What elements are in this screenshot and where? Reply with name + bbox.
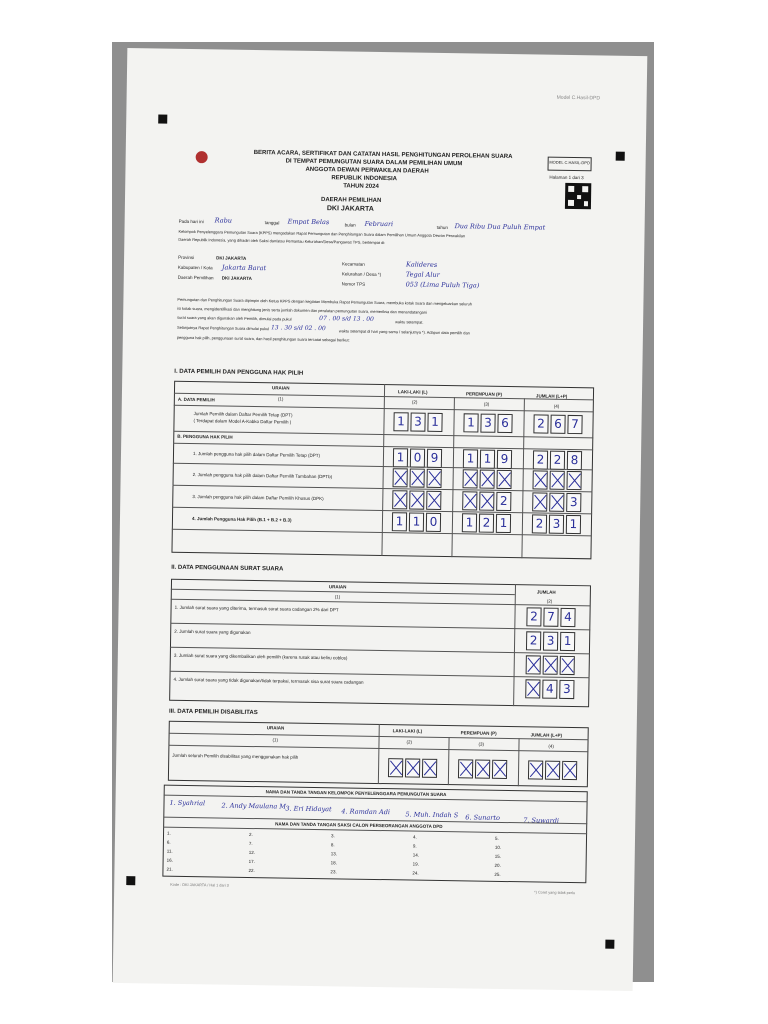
saksi-number: 6. — [166, 839, 171, 845]
s1-a-row-sub: ( Terdapat dalam Model A-Kabko Daftar Pemilih ) — [193, 418, 292, 425]
s1-b1-digit-box: 2 — [550, 451, 565, 470]
s1-b3-digit-box — [426, 491, 441, 510]
s3-head-2: (2) — [406, 739, 413, 745]
s2-head-2: (2) — [546, 598, 553, 604]
saksi-number: 5. — [494, 835, 499, 841]
saksi-number: 4. — [412, 834, 417, 840]
s1-b1-digit-box: 9 — [497, 450, 512, 469]
title-line-5: TAHUN 2024 — [343, 183, 379, 190]
para-line-4b: waktu setempat di hari yang sama / selanjutnya *). Adapun data pemilih dan — [338, 328, 470, 336]
s2-row-1: 1. Jumlah surat suara yang diterima, termasuk surat suara cadangan 2% dari DPT — [174, 604, 339, 613]
saksi-number: 18. — [330, 860, 337, 866]
title-line-1: BERITA ACARA, SERTIFIKAT DAN CATATAN HASIL PENGHITUNGAN PEROLEHAN SUARA — [253, 149, 513, 161]
s2-row3-digit-box — [543, 656, 558, 675]
para-line-3b: waktu setempat. — [395, 319, 424, 325]
s3-digit-box — [545, 761, 560, 780]
s1-a-digit-box: 2 — [533, 414, 548, 433]
s1-head-uraian: URAIAN — [272, 385, 290, 391]
s3-head-total: JUMLAH (L+P) — [530, 732, 563, 738]
s1-b4-digit-box: 2 — [479, 514, 494, 533]
dapil-value: DKI JAKARTA — [221, 275, 252, 281]
dapil-label: Daerah Pemilihan — [177, 274, 214, 281]
s1-a-digit-box: 1 — [393, 412, 408, 431]
s1-head-male: LAKI-LAKI (L) — [397, 389, 428, 395]
s1-b1-digit-box: 0 — [410, 448, 425, 467]
registration-mark — [605, 940, 614, 949]
kpps-sign-7: 7. Suwardi — [523, 816, 560, 825]
s1-b4-digit-box: 1 — [566, 515, 581, 534]
para-line-3: surat suara yang akan digunakan oleh Pemilih, dimulai pada pukul — [177, 314, 292, 322]
s1-b2-digit-box — [427, 469, 442, 488]
s3-head-4: (4) — [548, 743, 554, 749]
s2-row1-digit-box: 7 — [543, 608, 558, 627]
s3-digit-box — [405, 758, 420, 777]
s1-head-4: (4) — [553, 403, 560, 409]
s1-b-title: B. PENGGUNA HAK PILIH — [177, 433, 233, 440]
s1-a-digit-box: 1 — [463, 413, 478, 432]
saksi-number: 19. — [412, 861, 419, 867]
s2-row-2: 2. Jumlah surat suara yang digunakan — [174, 628, 251, 635]
para-line-5: pengguna hak pilih, penggunaan surat suara, dan hasil penghitungan suara tercatat sebagai berikut: — [176, 334, 350, 343]
saksi-number: 13. — [330, 851, 338, 857]
province-value: DKI JAKARTA — [216, 255, 247, 261]
saksi-number: 21. — [166, 866, 173, 872]
form-code-top: Model C.Hasil-DPD — [556, 94, 601, 102]
s3-digit-box — [475, 760, 490, 779]
saksi-number: 14. — [412, 852, 420, 858]
title-line-3: ANGGOTA DEWAN PERWAKILAN DAERAH — [305, 166, 429, 175]
s2-row4-digit-box: 4 — [542, 680, 557, 699]
s1-a-digit-box: 6 — [497, 414, 512, 433]
s1-b3-digit-box — [549, 493, 564, 512]
s1-b-row-1: 1. Jumlah pengguna hak pilih dalam Daftar Pemilih Tetap (DPT) — [192, 451, 321, 459]
s1-a-digit-box: 3 — [480, 414, 495, 433]
intro-line-3: Daerah Republik Indonesia, yang dihadiri oleh Saksi dan/atau Pemantau Kelurahan/Desa/Pangawas TPS, bertempat di: — [178, 236, 386, 246]
registration-mark — [158, 114, 167, 123]
s1-b1-digit-box: 9 — [427, 449, 442, 468]
tps-label: Nomor TPS — [341, 281, 366, 287]
saksi-number: 9. — [412, 843, 417, 849]
saksi-title: NAMA DAN TANDA TANGAN SAKSI CALON PERSEORANGAN ANGGOTA DPD — [275, 821, 443, 830]
s2-head-total: JUMLAH — [536, 589, 556, 595]
s1-b1-digit-box: 1 — [480, 450, 495, 469]
saksi-number: 10. — [494, 844, 502, 850]
saksi-number: 24. — [412, 870, 419, 876]
para-line-4: Selanjutnya Rapat Penghitungan Suara dimulai pukul — [176, 324, 270, 332]
s2-head-uraian: URAIAN — [328, 584, 347, 590]
day-value: Rabu — [214, 216, 233, 225]
s1-a-digit-box: 3 — [410, 412, 425, 431]
city-label: Kabupaten / Kota — [177, 264, 213, 271]
s3-digit-box — [562, 761, 577, 780]
s2-row-3: 3. Jumlah surat suara yang dikembalikan oleh pemilih (karena rusak atau keliru coblos) — [173, 652, 348, 661]
s1-head-1: (1) — [277, 396, 284, 402]
s2-row4-digit-box: 3 — [559, 680, 574, 699]
s2-row4-digit-box — [525, 679, 540, 698]
saksi-number: 20. — [494, 862, 501, 868]
year-value: Dua Ribu Dua Puluh Empat — [454, 222, 546, 232]
s1-b-row-2: 2. Jumlah pengguna hak pilih dalam Daftar Pemilih Tambahan (DPTb) — [192, 472, 333, 480]
form-sheet — [113, 48, 648, 991]
s3-digit-box — [458, 759, 473, 778]
saksi-number: 12. — [248, 849, 256, 856]
s1-b2-digit-box — [549, 471, 564, 490]
s1-b3-digit-box — [409, 490, 424, 509]
kelurahan-value: Tegal Alur — [405, 270, 440, 279]
s1-head-2: (2) — [411, 399, 418, 405]
time-start: 07 . 00 s/d 13 . 00 — [319, 315, 374, 323]
s1-b2-digit-box — [532, 470, 547, 489]
s1-b4-digit-box: 0 — [426, 513, 441, 532]
saksi-number: 22. — [248, 867, 255, 874]
footer-right: *) Coret yang tidak perlu — [534, 890, 576, 896]
province-label: Provinsi — [178, 254, 195, 261]
s1-b4-digit-box: 1 — [392, 512, 407, 531]
s1-b-row-3: 3. Jumlah pengguna hak pilih dalam Daftar Pemilih Khusus (DPK) — [192, 494, 324, 502]
s1-b3-digit-box — [462, 491, 477, 510]
district-label: DAERAH PEMILIHAN — [320, 197, 382, 204]
district-value: DKI JAKARTA — [326, 205, 374, 213]
month-value: Februari — [364, 219, 394, 229]
saksi-number: 23. — [330, 869, 337, 875]
date-label: tanggal — [264, 220, 280, 226]
city-value: Jakarta Barat — [221, 263, 267, 273]
s1-b4-digit-box: 1 — [496, 514, 511, 533]
s1-b2-digit-box — [393, 468, 408, 487]
date-value: Empat Belas — [287, 217, 330, 227]
s1-b1-digit-box: 8 — [567, 451, 582, 470]
registration-mark — [616, 152, 625, 161]
section-3-title: III. DATA PEMILIH DISABILITAS — [168, 708, 258, 717]
month-label: bulan — [344, 222, 356, 228]
s1-b3-digit-box — [392, 490, 407, 509]
saksi-number: 16. — [166, 857, 173, 863]
para-line-1: Pemungutan dan Penghitungan Suara dipimpin oleh Ketua KPPS dengan kegiatan Membuka Rapat Pemungutan Suara, membuka kotak suara dan mengeluarkan seluruh — [177, 296, 473, 307]
kpu-logo — [196, 151, 208, 163]
s1-b3-digit-box — [479, 492, 494, 511]
s1-a-digit-box: 6 — [550, 415, 565, 434]
s3-row: Jumlah seluruh Pemilih disabilitas yang menggunakan hak pilih — [172, 752, 299, 760]
s2-head-1: (1) — [334, 594, 341, 600]
s1-b2-digit-box — [566, 471, 581, 490]
s1-b1-digit-box: 1 — [393, 448, 408, 467]
s1-b3-digit-box: 3 — [566, 493, 581, 512]
intro-line-2: Kelompok Penyelenggara Pemungutan Suara (KPPS) mengadakan Rapat Pemungutan dan Penghitungan Suara dalam Pemilihan Umum Anggota Dewan Perwakilan — [178, 228, 466, 239]
s2-row2-digit-box: 3 — [543, 632, 558, 651]
s1-b2-digit-box — [479, 470, 494, 489]
s1-head-total: JUMLAH (L+P) — [535, 393, 568, 399]
s3-head-female: PEREMPUAN (P) — [460, 730, 497, 736]
section-1-title: I. DATA PEMILIH DAN PENGGUNA HAK PILIH — [174, 368, 304, 377]
s2-row2-digit-box: 1 — [560, 632, 575, 651]
s1-a-row: Jumlah Pemilih dalam Daftar Pemilih Tetap (DPT) — [193, 411, 293, 418]
s1-b4-digit-box: 1 — [462, 513, 477, 532]
s1-b4-digit-box: 2 — [532, 514, 547, 533]
kelurahan-label: Kelurahan / Desa *) — [341, 271, 382, 277]
s1-head-3: (3) — [483, 401, 490, 407]
s1-b-row-4: 4. Jumlah Pengguna Hak Pilih (B.1 + B.2 + B.3) — [191, 516, 292, 523]
saksi-number: 15. — [494, 853, 502, 859]
year-label: tahun — [436, 224, 448, 231]
s3-head-uraian: URAIAN — [266, 725, 285, 731]
kpps-sign-3: 3. Eri Hidayat — [285, 804, 332, 814]
s3-digit-box — [388, 758, 403, 777]
kpps-title: NAMA DAN TANDA TANGAN KELOMPOK PENYELENGGARA PEMUNGUTAN SUARA — [265, 789, 447, 798]
qr-code — [565, 183, 591, 209]
s3-digit-box — [528, 760, 543, 779]
s2-row-4: 4. Jumlah surat suara yang tidak digunakan/tidak terpakai, termasuk sisa surat suara cadangan — [173, 676, 364, 685]
s2-row2-digit-box: 2 — [526, 631, 541, 650]
s1-a-digit-box: 1 — [427, 413, 442, 432]
kpps-sign-1: 1. Syahrial — [169, 798, 206, 808]
s1-b3-digit-box: 2 — [496, 492, 511, 511]
saksi-number: 8. — [330, 842, 335, 848]
s1-a-title: A. DATA PEMILIH — [177, 396, 215, 403]
s3-digit-box — [422, 759, 437, 778]
day-label: Pada hari ini — [178, 218, 204, 225]
tps-value: 053 (Lima Puluh Tiga) — [405, 280, 480, 290]
title-line-2: DI TEMPAT PEMUNGUTAN SUARA DALAM PEMILIHAN UMUM — [285, 158, 463, 168]
saksi-number: 2. — [248, 831, 253, 838]
s3-head-3: (3) — [478, 741, 485, 747]
s1-b2-digit-box — [410, 468, 425, 487]
s1-b2-digit-box — [463, 469, 478, 488]
footer-left: Kode : DKI JAKARTA / Hal 1 dari 3 — [170, 882, 229, 888]
s3-head-male: LAKI-LAKI (L) — [392, 728, 423, 734]
section-2-title: II. DATA PENGGUNAAN SURAT SUARA — [171, 564, 284, 573]
registration-mark — [126, 876, 135, 885]
s2-row1-digit-box: 2 — [526, 607, 541, 626]
kpps-sign-5: 5. Muh. Indah S — [405, 810, 459, 820]
saksi-number: 1. — [167, 830, 171, 836]
s1-b4-digit-box: 3 — [549, 515, 564, 534]
kecamatan-label: Kecamatan — [341, 261, 365, 267]
saksi-number: 7. — [248, 840, 253, 847]
s2-row3-digit-box — [560, 656, 575, 675]
s1-b1-digit-box: 2 — [533, 450, 548, 469]
page-note: Halaman 1 dari 3 — [549, 174, 584, 181]
s1-b4-digit-box: 1 — [409, 512, 424, 531]
kpps-sign-6: 6. Sunarto — [465, 813, 500, 822]
kpps-sign-4: 4. Ramdan Adi — [341, 807, 391, 817]
saksi-number: 17. — [248, 858, 255, 865]
s2-row3-digit-box — [526, 655, 541, 674]
s2-row1-digit-box: 4 — [560, 608, 575, 627]
saksi-number: 11. — [166, 848, 173, 854]
s1-head-female: PEREMPUAN (P) — [465, 391, 503, 397]
s3-digit-box — [492, 760, 507, 779]
saksi-number: 25. — [494, 871, 501, 877]
s1-b3-digit-box — [532, 492, 547, 511]
time-count: 13 . 30 s/d 02 . 00 — [270, 324, 326, 333]
model-box: MODEL C.HASIL-DPD — [548, 157, 592, 172]
saksi-number: 3. — [330, 833, 335, 839]
s1-a-digit-box: 7 — [567, 415, 582, 434]
kpps-sign-2: 2. Andy Maulana M — [221, 801, 287, 811]
s1-b1-digit-box: 1 — [463, 449, 478, 468]
s3-head-1: (1) — [272, 737, 279, 743]
title-line-4: REPUBLIK INDONESIA — [331, 175, 398, 183]
s1-b2-digit-box — [496, 470, 511, 489]
kecamatan-value: Kalideres — [405, 260, 438, 269]
para-line-2: isi kotak suara, mengidentifikasi dan menghitung jenis serta jumlah dokumen dan peralatan pemungutan suara, memeriksa dan menandatangani — [177, 305, 427, 315]
